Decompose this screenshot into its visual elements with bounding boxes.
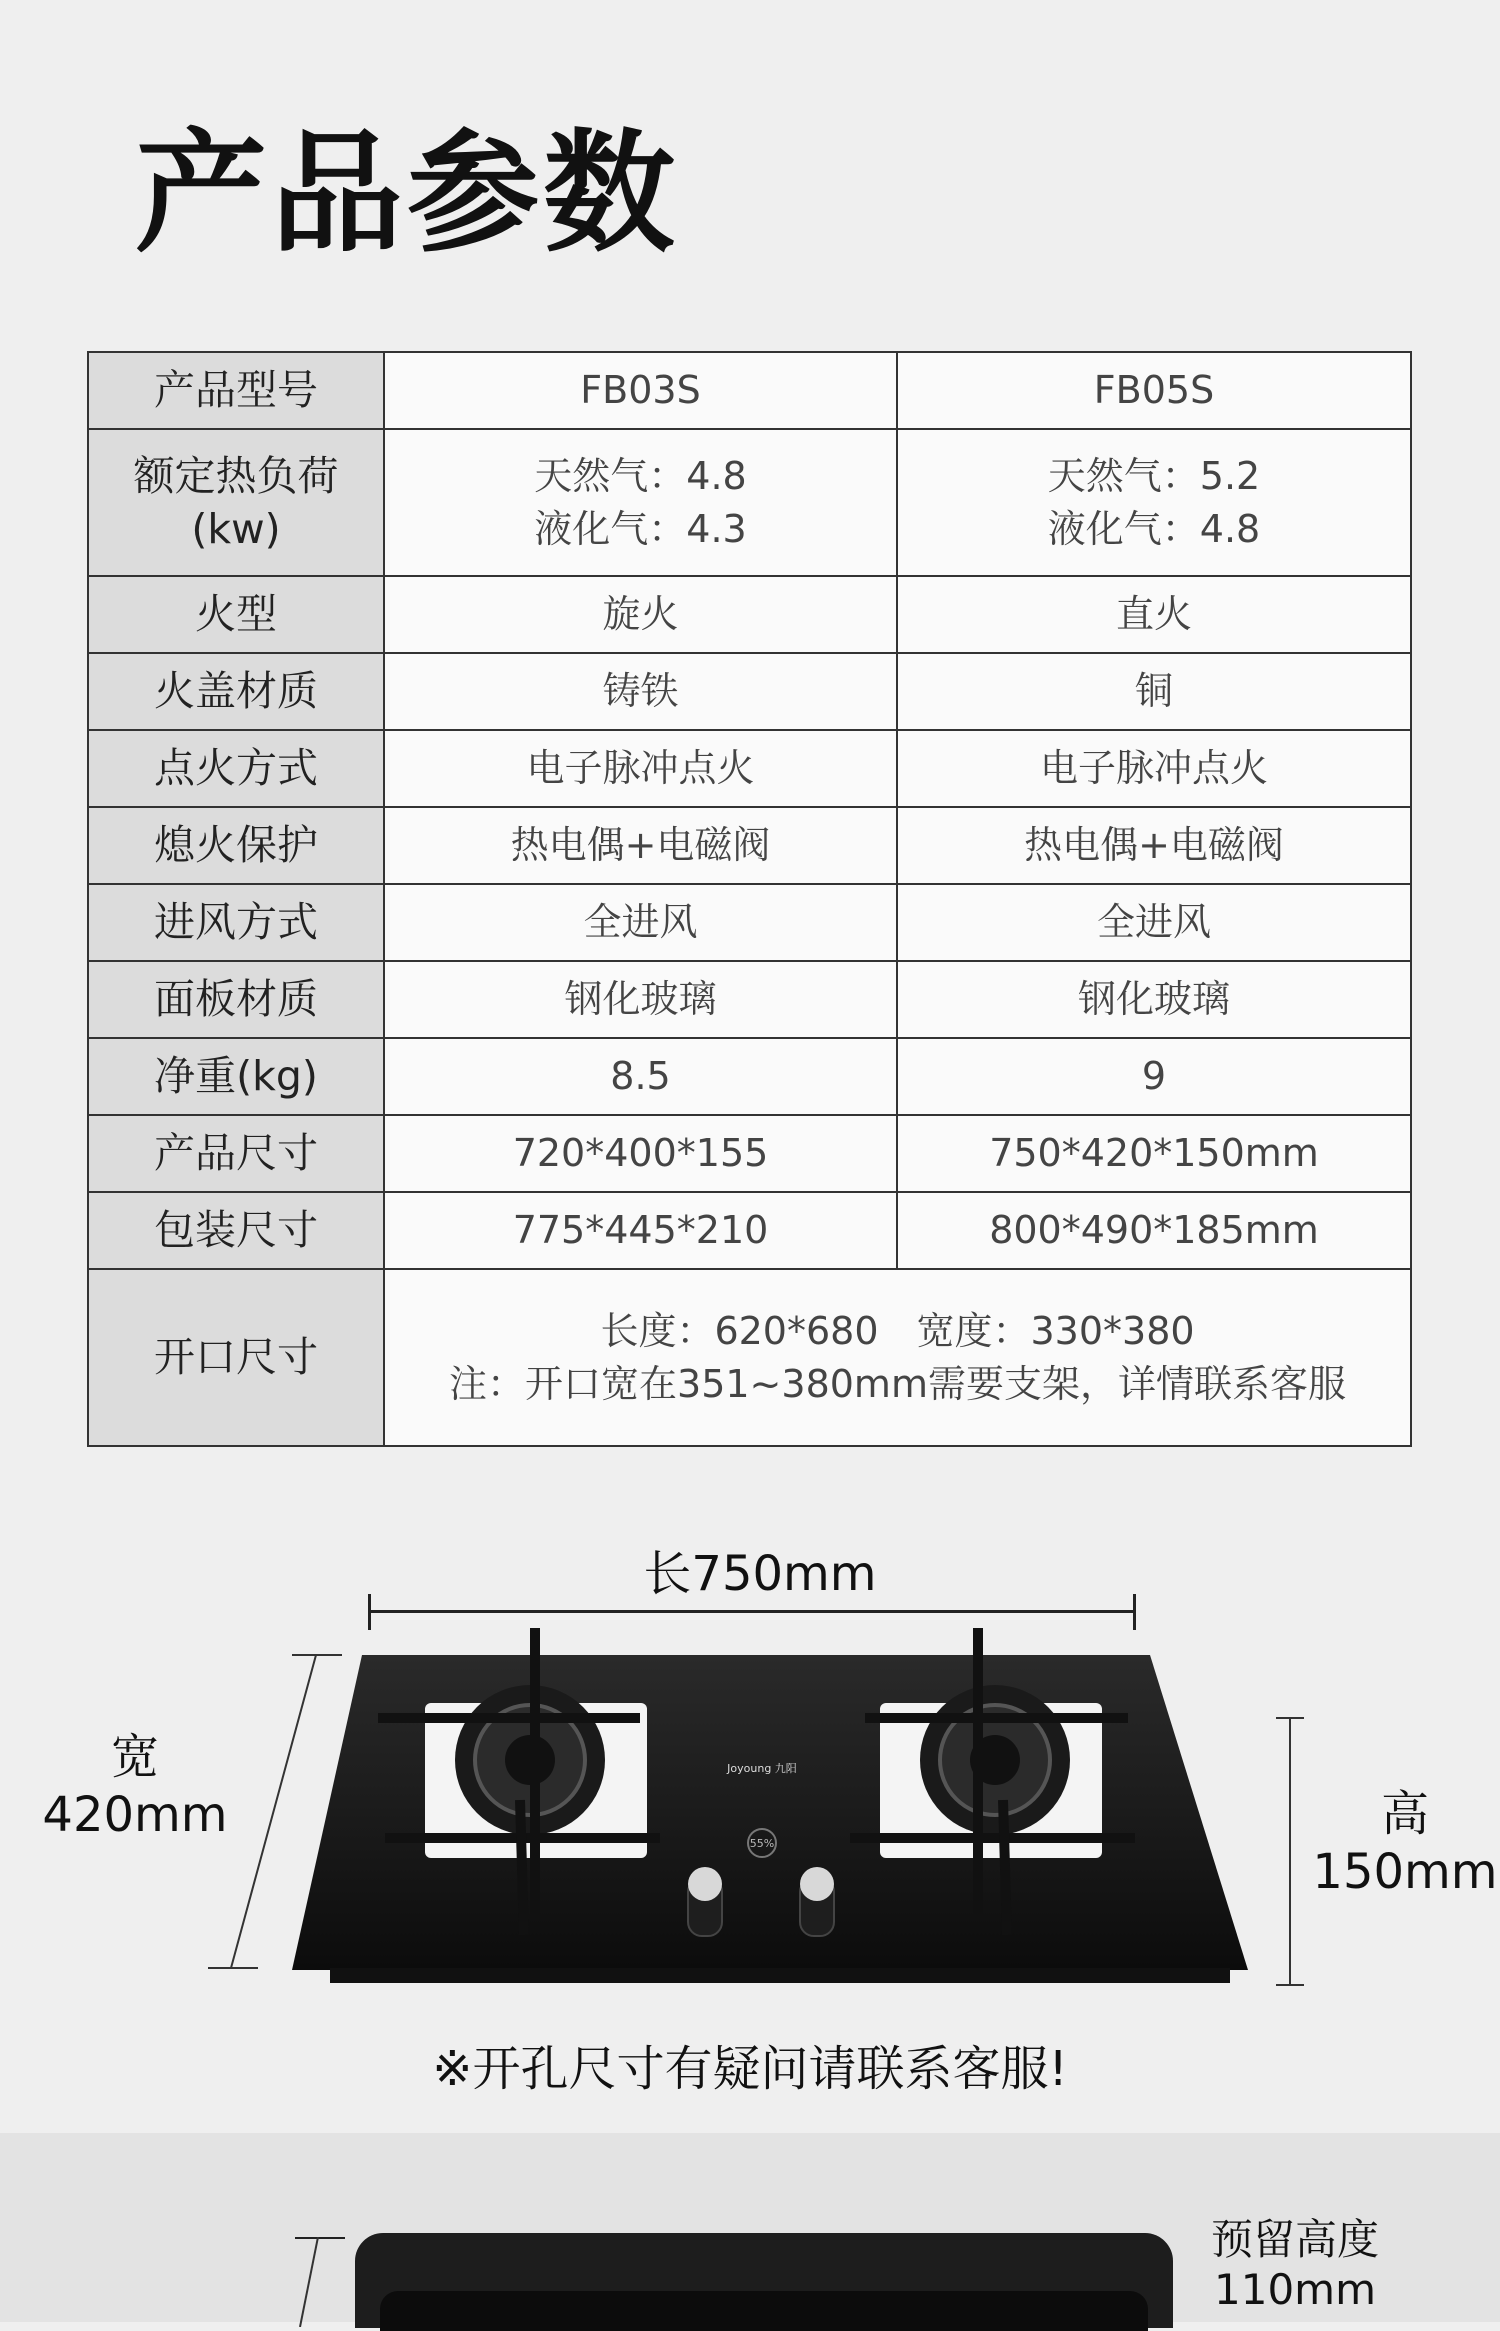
row-label: 产品型号 — [88, 352, 384, 429]
reserve-label-text: 预留高度 — [1210, 2215, 1379, 2264]
reserve-dimension-line — [296, 2237, 336, 2327]
row-label: 包装尺寸 — [88, 1192, 384, 1269]
cooktop-base — [330, 1968, 1230, 1983]
cooktop-side-view — [355, 2233, 1173, 2328]
cell-line: 天然气：4.8 — [534, 453, 747, 498]
cell: 8.5 — [384, 1038, 897, 1115]
cell: 全进风 — [384, 884, 897, 961]
cell: 直火 — [897, 576, 1411, 653]
page-title: 产品参数 — [135, 117, 679, 271]
model-a: FB03S — [384, 352, 897, 429]
cell: 铜 — [897, 653, 1411, 730]
brand-logo: Joyoung 九阳 — [727, 1762, 797, 1775]
row-label: 熄火保护 — [88, 807, 384, 884]
cell: 750*420*150mm — [897, 1115, 1411, 1192]
cell-line: 长度：620*680 宽度：330*380 — [600, 1308, 1195, 1353]
reserve-value: 110mm — [1214, 2265, 1376, 2314]
width-label-text: 宽 — [110, 1729, 159, 1785]
row-label: 面板材质 — [88, 961, 384, 1038]
cell: 全进风 — [897, 884, 1411, 961]
opening-note: ※开孔尺寸有疑问请联系客服! — [432, 2041, 1068, 2097]
cell: 铸铁 — [384, 653, 897, 730]
cell: 热电偶+电磁阀 — [897, 807, 1411, 884]
knob-left — [688, 1867, 722, 1936]
knob-right — [800, 1867, 834, 1936]
row-label: 净重(kg) — [88, 1038, 384, 1115]
cell: 热电偶+电磁阀 — [384, 807, 897, 884]
row-label: 产品尺寸 — [88, 1115, 384, 1192]
length-label: 长750mm — [643, 1546, 877, 1602]
height-label-text: 高 — [1380, 1786, 1429, 1842]
model-b: FB05S — [897, 352, 1411, 429]
width-value: 420mm — [42, 1787, 228, 1843]
cell: 720*400*155 — [384, 1115, 897, 1192]
bottom-section — [0, 2133, 1500, 2322]
label-line: 额定热负荷 — [133, 451, 339, 500]
cell-line: 天然气：5.2 — [1047, 453, 1261, 498]
cell: 800*490*185mm — [897, 1192, 1411, 1269]
row-label: 点火方式 — [88, 730, 384, 807]
cell-line: 注：开口宽在351~380mm需要支架，详情联系客服 — [449, 1361, 1346, 1406]
cooktop-side-inner — [380, 2291, 1148, 2331]
cell: 电子脉冲点火 — [384, 730, 897, 807]
row-label: 火盖材质 — [88, 653, 384, 730]
row-label: 火型 — [88, 576, 384, 653]
row-label: 开口尺寸 — [88, 1269, 384, 1446]
cell: 9 — [897, 1038, 1411, 1115]
height-value: 150mm — [1312, 1844, 1498, 1900]
cell: 775*445*210 — [384, 1192, 897, 1269]
cell: 电子脉冲点火 — [897, 730, 1411, 807]
cell-line: 液化气：4.3 — [534, 506, 747, 551]
display-badge: 55% — [749, 1837, 775, 1850]
cell: 钢化玻璃 — [384, 961, 897, 1038]
reserve-height-label — [1190, 2215, 1400, 2315]
label-line: (kw) — [191, 504, 281, 553]
row-label: 进风方式 — [88, 884, 384, 961]
cell: 钢化玻璃 — [897, 961, 1411, 1038]
cell-line: 液化气：4.8 — [1047, 506, 1261, 551]
cell: 旋火 — [384, 576, 897, 653]
